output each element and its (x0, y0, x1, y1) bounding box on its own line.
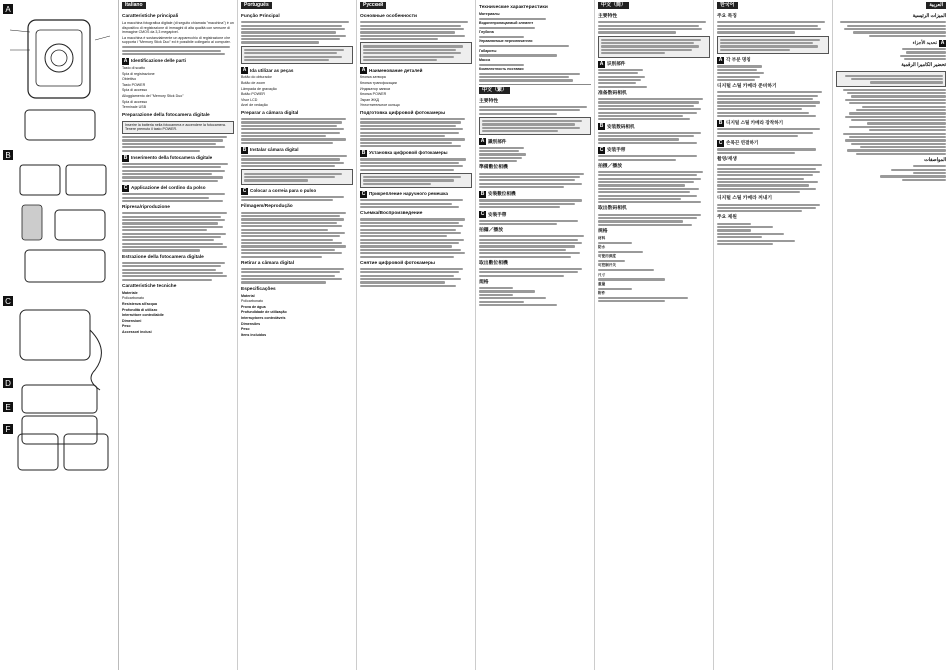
heading-main-features: Основные особенности (360, 14, 417, 19)
column-russian (360, 2, 472, 666)
svg-text:F: F (5, 425, 11, 434)
lang-tab-chinese-simplified: 中文（简） (598, 2, 629, 9)
heading-removal: Retirar a câmara digital (241, 260, 295, 266)
heading-recording: Filmagem/Reprodução (241, 204, 293, 210)
notice-box (598, 36, 710, 58)
spec-3: Profondità di utilizzo (122, 307, 158, 312)
illustration-c (3, 296, 101, 390)
section-a-header: A 각 부분 명칭 (718, 57, 751, 64)
section-a-header: A Наименование деталей (361, 67, 423, 74)
notice-box-zh-tw (479, 117, 591, 136)
part-5: Spia di accesso (122, 88, 148, 93)
heading-preparation: Preparazione della fotocamera digitale (122, 112, 210, 118)
heading-recording: Съемка/Воспроизведение (360, 211, 423, 217)
heading-preparation: Подготовка цифровой фотокамеры (360, 110, 446, 116)
part-3: Lâmpada de gravação (241, 86, 277, 91)
heading-main-function: Função Principal (241, 14, 280, 19)
lang-tab-italian: Italiano (122, 2, 146, 9)
heading-specifications: 주요 제원 (717, 215, 737, 221)
spec-1: Материалы (479, 12, 500, 16)
section-c-header: C Прикрепление наручного ремешка (361, 191, 448, 198)
spec-5: Dimensioni (122, 318, 142, 323)
column-italian (122, 2, 234, 666)
part-6: Anel de vedação (241, 103, 268, 108)
spec-4: Interruptores controláveis (241, 315, 286, 320)
heading-preparation: 디지털 스틸 카메라 준비하기 (717, 84, 777, 90)
intro-paragraph-2: La macchina è sostanzialmente un apparecchio di registrazione che supporta i "Memory Stick Duo" ed è possibile collegarlo al computer. (122, 35, 231, 45)
illustrations-panel (0, 0, 119, 670)
spec-1-value: Policarbonato (241, 299, 263, 304)
notice-box-2 (360, 173, 472, 188)
heading-removal: Снятие цифровой фотокамеры (360, 260, 435, 266)
notice-box (360, 42, 472, 64)
spec-4: Управляемые переключатели (479, 39, 533, 44)
part-8: Terminale USB (122, 105, 146, 110)
heading-removal-zh-tw: 取出數位相機 (479, 260, 508, 266)
section-b-header-zh-tw: B 安裝數位相機 (480, 191, 516, 198)
part-1: Кнопка затвора (360, 75, 386, 80)
illustration-f (3, 424, 108, 470)
svg-text:A: A (5, 5, 11, 14)
heading-recording: 촬영/재생 (717, 156, 737, 162)
heading-recording-zh-tw: 拍攝／播放 (479, 228, 503, 234)
heading-main-features: 주요 특징 (717, 14, 737, 19)
part-6: Alloggiamento del "Memory Stick Duo" (122, 94, 184, 99)
svg-text:B: B (5, 151, 11, 160)
spec-4: Interruttore controllabile (122, 313, 164, 318)
part-5: Экран ЖКД (360, 97, 379, 102)
spec-3: Profundidade de utilização (241, 310, 287, 315)
lang-tab-korean: 한국어 (717, 2, 738, 9)
intro-paragraph-1: La macchina fotografica digitale (di seguito chiamata "macchina") è un dispositivo di registrazione di immagini di alta qualità con sensore di immagine CMOS da 3,3 megapixel. (122, 21, 234, 35)
spec-3: Глубина (479, 30, 494, 35)
heading-main-features: الميزات الرئيسية (912, 14, 946, 19)
heading-main-features: Caratteristiche principali (122, 14, 179, 19)
notice-box (717, 36, 829, 55)
heading-main-features-zh-tw: 主要特性 (479, 98, 499, 104)
section-c-header: C Applicazione del cordino da polso (123, 184, 206, 191)
part-3: Индикатор записи (360, 86, 391, 91)
section-a-header: A 识别部件 (599, 60, 626, 67)
section-c-header: C 손목끈 연결하기 (718, 140, 759, 147)
column-chinese-simplified (598, 2, 710, 666)
part-7: Spia di accesso (122, 99, 148, 104)
spec-5: 尺寸 (598, 272, 606, 277)
column-korean (717, 2, 829, 666)
section-b-header: B 디지털 스틸 카메라 장착하기 (718, 120, 784, 127)
heading-specifications: Especificações (241, 286, 276, 292)
section-a-header-zh-tw: A 識別部件 (480, 138, 507, 145)
section-b-header: B Inserimento della fotocamera digitale (123, 154, 213, 161)
spec-1: 材料 (598, 235, 606, 240)
spec-6: Peso (122, 324, 131, 329)
column-arabic (836, 2, 946, 666)
svg-text:D: D (5, 379, 11, 388)
part-5: Visor LCD (241, 97, 258, 102)
section-a-header: A تحديد الأجزاء (912, 39, 945, 46)
part-1: Botão do obturador (241, 75, 272, 80)
heading-specifications: 规格 (598, 228, 608, 234)
svg-text:C: C (5, 297, 11, 306)
heading-preparation-zh-tw: 準備數位相機 (479, 165, 508, 171)
column-russian-specs (479, 2, 591, 666)
part-2: Botão de zoom (241, 80, 266, 85)
spec-2: 防水 (598, 245, 606, 250)
part-4: Tasto POWER (122, 82, 146, 87)
spec-1-value: Policarbonato (122, 296, 144, 301)
spec-7: Itens incluídos (241, 332, 267, 337)
section-c-header: C 安装手带 (599, 146, 626, 153)
part-4: Botão POWER (241, 92, 265, 97)
heading-specifications: Технические характеристики (479, 5, 548, 10)
notice-box-2 (241, 169, 353, 184)
heading-recording: 拍摄／播放 (598, 163, 622, 169)
heading-removal: 取出数码相机 (598, 206, 627, 212)
heading-specifications: Caratteristiche tecniche (122, 283, 177, 289)
spec-1: Materiale (122, 290, 138, 295)
heading-specifications: المواصفات (924, 158, 946, 163)
notice-box (241, 46, 353, 65)
heading-removal: Estrazione della fotocamera digitale (122, 254, 204, 260)
section-b-header: B 安装数码相机 (599, 123, 635, 130)
part-4: Кнопка POWER (360, 92, 387, 97)
spec-1: Material (241, 293, 255, 298)
part-2: Кнопка трансфокации (360, 80, 397, 85)
svg-text:E: E (5, 403, 11, 412)
part-1: Tasto di scatto (122, 66, 145, 71)
section-b-header: B Установка цифровой фотокамеры (361, 150, 448, 157)
column-portuguese (241, 2, 353, 666)
heading-preparation: Preparar a câmara digital (241, 110, 299, 116)
note-box: Inserire la batteria nella fotocamera e accendere la fotocamera. Tenere premuto il tasto POWER. (122, 121, 234, 134)
spec-2: Водонепроницаемый элемент (479, 21, 534, 26)
part-3: Obiettivo (122, 77, 137, 82)
part-6: Уплотнительное кольцо (360, 103, 400, 108)
section-a-header: A Identificazione delle parti (123, 58, 186, 65)
heading-specifications-zh-tw: 規格 (479, 279, 489, 285)
spec-5: Dimensões (241, 321, 261, 326)
heading-recording: Ripresa/riproduzione (122, 205, 170, 211)
illustration-a (3, 4, 110, 140)
spec-2: Prova de água (241, 304, 266, 309)
lang-tab-portuguese: Português (241, 2, 272, 9)
illustration-d (3, 378, 97, 413)
spec-6: 重量 (598, 281, 606, 286)
spec-3: 可使用深度 (598, 254, 616, 259)
spec-7: 附件 (598, 290, 606, 295)
spec-6: Масса (479, 57, 491, 62)
illustration-e (3, 402, 97, 444)
part-2: Spia di registrazione (122, 71, 155, 76)
section-c-header-zh-tw: C 安裝手帶 (480, 211, 507, 218)
heading-removal: 디지털 스틸 카메라 꺼내기 (717, 196, 772, 202)
spec-6: Peso (241, 327, 250, 332)
lang-tab-chinese-traditional: 中文（繁） (479, 87, 510, 94)
section-a-header: A Ida utilizar as peças (242, 67, 294, 74)
spec-7: Комплектность поставки (479, 66, 524, 71)
spec-7: Accessori inclusi (122, 330, 152, 334)
lang-tab-russian: Русский (360, 2, 386, 9)
heading-main-features: 主要特性 (598, 14, 618, 19)
spec-2: Resistenza all'acqua (122, 302, 158, 307)
lang-tab-arabic: العربية (926, 2, 946, 9)
section-c-header: C Colocar a correia para o pulso (242, 187, 317, 194)
heading-preparation: تحضير الكاميرا الرقمية (901, 63, 946, 69)
spec-5: Габариты (479, 48, 497, 53)
heading-preparation: 准备数码相机 (598, 90, 627, 96)
section-b-header: B Instalar câmara digital (242, 146, 299, 153)
illustration-b (3, 150, 106, 282)
notice-box (836, 71, 946, 86)
spec-4: 可控制开关 (598, 263, 616, 268)
